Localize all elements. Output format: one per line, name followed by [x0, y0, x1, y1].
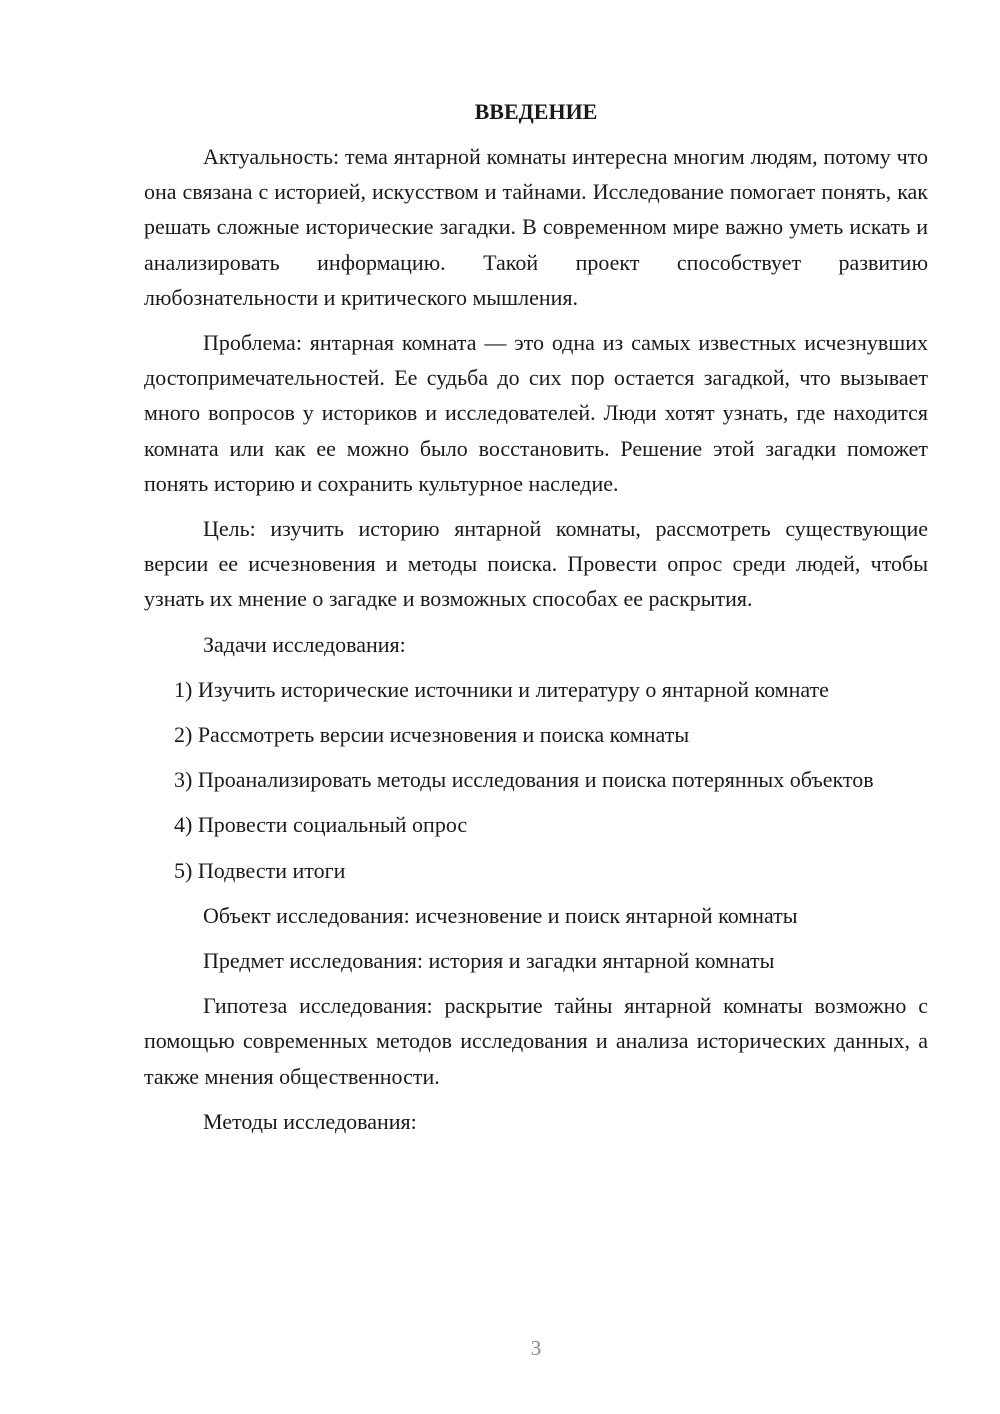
problem-paragraph: Проблема: янтарная комната — это одна из самых известных исчезнувших достопримечательностей. Ее судьба до сих пор остается загадкой, что вызывает много вопросов у историков и исследователей. Люди хотят узнать, где находится комната или как ее можно было восстановить. Решение этой загадки поможет понять историю и сохранить культурное наследие. [144, 330, 928, 496]
tasks-heading: Задачи исследования: [203, 631, 406, 657]
task-item: 4) Провести социальный опрос [174, 812, 468, 838]
section-title: ВВЕДЕНИЕ [474, 99, 598, 124]
research-subject: Предмет исследования: история и загадки янтарной комнаты [203, 948, 775, 974]
task-item: 2) Рассмотреть версии исчезновения и поиска комнаты [174, 722, 690, 748]
research-hypothesis: Гипотеза исследования: раскрытие тайны янтарной комнаты возможно с помощью современных методов исследования и анализа исторических данных, а также мнения общественности. [144, 993, 928, 1089]
page-number: 3 [530, 1336, 542, 1360]
document-body [144, 94, 928, 1139]
task-item: 3) Проанализировать методы исследования и поиска потерянных объектов [174, 767, 874, 793]
relevance-paragraph: Актуальность: тема янтарной комнаты интересна многим людям, потому что она связана с историей, искусством и тайнами. Исследование помогает понять, как решать сложные исторические загадки. В современном мире важно уметь искать и анализировать информацию. Такой проект способствует развитию любознательности и критического мышления. [144, 144, 928, 310]
goal-paragraph: Цель: изучить историю янтарной комнаты, рассмотреть существующие версии ее исчезновения и методы поиска. Провести опрос среди людей, чтобы узнать их мнение о загадке и возможных способах ее раскрытия. [144, 516, 928, 612]
research-object: Объект исследования: исчезновение и поиск янтарной комнаты [203, 902, 798, 928]
task-item: 1) Изучить исторические источники и литературу о янтарной комнате [174, 676, 829, 702]
task-item: 5) Подвести итоги [174, 857, 346, 883]
research-methods: Методы исследования: [203, 1108, 417, 1134]
